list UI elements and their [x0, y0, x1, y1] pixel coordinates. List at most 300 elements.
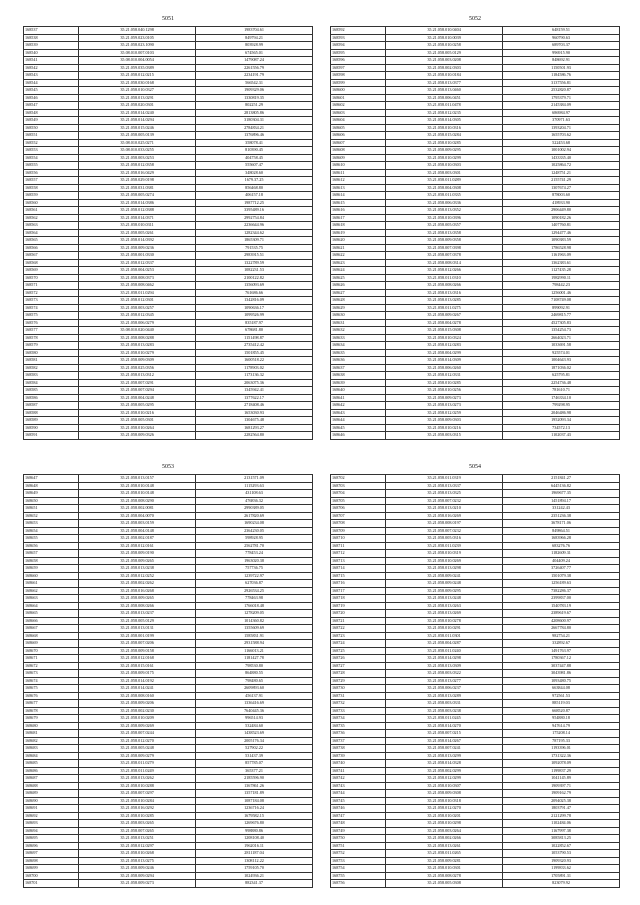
- row-id-cell: 168691: [24, 805, 79, 813]
- amount-cell: 2094025.38: [503, 797, 620, 805]
- parcel-code-cell: 35.21.058.006.0336: [386, 199, 503, 207]
- parcel-code-cell: 35.21.058.005.0261: [79, 229, 196, 237]
- parcel-code-cell: 35.21.058.005.0357: [386, 222, 503, 230]
- parcel-code-cell: 35.21.058.003.0315: [386, 432, 503, 440]
- table-row: [331, 677, 620, 685]
- table-row: [24, 124, 313, 132]
- row-id-cell: 168580: [24, 349, 79, 357]
- parcel-code-cell: 35.21.058.009.0294: [79, 872, 196, 880]
- table-row: [331, 535, 620, 543]
- row-id-cell: 168750: [331, 835, 386, 843]
- amount-cell: 2931588.94: [196, 640, 313, 648]
- row-id-cell: 168705: [331, 497, 386, 505]
- amount-cell: 1909397.71: [503, 782, 620, 790]
- parcel-code-cell: 35.21.058.007.0297: [79, 790, 196, 798]
- row-id-cell: 168609: [331, 154, 386, 162]
- parcel-code-cell: 35.21.058.009.0265: [79, 595, 196, 603]
- row-id-cell: 168651: [24, 505, 79, 513]
- row-id-cell: 168744: [331, 790, 386, 798]
- table-row: [331, 94, 620, 102]
- table-row: [24, 722, 313, 730]
- parcel-code-cell: 35.08.010.007.0103: [79, 49, 196, 57]
- table-row: [331, 57, 620, 65]
- parcel-code-cell: 35.21.058.006.0451: [386, 94, 503, 102]
- table-row: [24, 610, 313, 618]
- table-row: [331, 417, 620, 425]
- parcel-code-cell: 35.21.058.013.0285: [386, 297, 503, 305]
- table-row: [24, 835, 313, 843]
- row-id-cell: 168557: [24, 177, 79, 185]
- amount-cell: 1780367.12: [503, 655, 620, 663]
- row-id-cell: 168552: [24, 139, 79, 147]
- row-id-cell: 168700: [24, 872, 79, 880]
- parcel-code-cell: 35.21.058.009.0358: [386, 237, 503, 245]
- row-id-cell: 168616: [331, 207, 386, 215]
- amount-cell: 1161963.09: [503, 252, 620, 260]
- row-id-cell: 168753: [331, 857, 386, 865]
- amount-cell: 1092078.09: [503, 760, 620, 768]
- amount-cell: 2131571.09: [196, 475, 313, 483]
- table-row: [331, 655, 620, 663]
- parcel-code-cell: 35.21.058.005.0301: [79, 417, 196, 425]
- table-row: [331, 117, 620, 125]
- amount-cell: 947614.79: [503, 722, 620, 730]
- row-id-cell: 168748: [331, 820, 386, 828]
- table-row: [331, 730, 620, 738]
- amount-cell: 1256001.46: [503, 289, 620, 297]
- amount-cell: 1001002.94: [503, 147, 620, 155]
- row-id-cell: 168704: [331, 490, 386, 498]
- parcel-code-cell: 35.21.058.010.0396: [386, 214, 503, 222]
- row-id-cell: 168706: [331, 505, 386, 513]
- amount-cell: 823079.92: [503, 880, 620, 888]
- parcel-code-cell: 35.21.058.015.0308: [386, 327, 503, 335]
- parcel-code-cell: 35.21.058.003.0159: [79, 520, 196, 528]
- row-id-cell: 168683: [24, 745, 79, 753]
- table-row: [24, 102, 313, 110]
- table-row: [24, 820, 313, 828]
- amount-cell: 761686.66: [196, 289, 313, 297]
- amount-cell: 803928.99: [196, 42, 313, 50]
- table-row: [24, 827, 313, 835]
- table-row: [24, 715, 313, 723]
- amount-cell: 1115293.63: [196, 482, 313, 490]
- parcel-code-cell: 35.21.058.020.0301: [79, 102, 196, 110]
- table-row: [24, 177, 313, 185]
- parcel-code-cell: 35.21.058.029.0198: [79, 177, 196, 185]
- amount-cell: 431108.63: [196, 490, 313, 498]
- parcel-code-cell: 35.21.058.009.0269: [79, 722, 196, 730]
- amount-cell: 1357181.89: [196, 790, 313, 798]
- table-row: [331, 812, 620, 820]
- parcel-code-cell: 35.21.058.010.0256: [386, 387, 503, 395]
- parcel-code-cell: 35.21.058.011.0279: [79, 760, 196, 768]
- parcel-code-cell: 35.21.058.012.0358: [79, 162, 196, 170]
- amount-cell: 1256189.63: [503, 580, 620, 588]
- amount-cell: 1803791.47: [503, 805, 620, 813]
- parcel-code-cell: 35.21.058.005.0295: [79, 402, 196, 410]
- amount-cell: 332892.67: [503, 640, 620, 648]
- amount-cell: 1690234.08: [196, 520, 313, 528]
- row-id-cell: 168635: [331, 349, 386, 357]
- parcel-code-cell: 35.21.058.013.0460: [386, 87, 503, 95]
- parcel-code-cell: 35.21.058.010.0288: [79, 782, 196, 790]
- amount-cell: 2735412.42: [196, 342, 313, 350]
- row-id-cell: 168716: [331, 580, 386, 588]
- table-row: [24, 297, 313, 305]
- amount-cell: 2254736.48: [503, 379, 620, 387]
- amount-cell: 1377622.17: [196, 394, 313, 402]
- table-block-title: 5053: [162, 464, 174, 470]
- row-id-cell: 168607: [331, 139, 386, 147]
- table-row: [331, 482, 620, 490]
- row-id-cell: 168610: [331, 162, 386, 170]
- parcel-code-cell: 35.21.058.011.0335: [386, 192, 503, 200]
- amount-cell: 798530.80: [196, 662, 313, 670]
- parcel-code-cell: 35.21.058.005.0139: [79, 132, 196, 140]
- row-id-cell: 168658: [24, 557, 79, 565]
- table-row: [24, 394, 313, 402]
- row-id-cell: 168603: [331, 109, 386, 117]
- row-id-cell: 168657: [24, 550, 79, 558]
- amount-cell: 1438523.69: [196, 730, 313, 738]
- row-id-cell: 168571: [24, 282, 79, 290]
- amount-cell: 2100122.82: [196, 274, 313, 282]
- row-id-cell: 168638: [331, 372, 386, 380]
- table-row: [331, 267, 620, 275]
- amount-cell: 365377.21: [196, 767, 313, 775]
- amount-cell: 2234191.79: [196, 72, 313, 80]
- amount-cell: 2718408.46: [196, 402, 313, 410]
- row-id-cell: 168742: [331, 775, 386, 783]
- table-row: [24, 349, 313, 357]
- table-row: [24, 647, 313, 655]
- table-row: [331, 632, 620, 640]
- row-id-cell: 168718: [331, 595, 386, 603]
- amount-cell: 1679582.15: [196, 812, 313, 820]
- table-row: [331, 625, 620, 633]
- parcel-code-cell: 35.21.058.010.0298: [386, 820, 503, 828]
- amount-cell: 2063075.36: [196, 379, 313, 387]
- amount-cell: 175208.14: [503, 730, 620, 738]
- amount-cell: 1679.37.25: [196, 177, 313, 185]
- amount-cell: 1167997.38: [503, 827, 620, 835]
- row-id-cell: 168701: [24, 880, 79, 888]
- row-id-cell: 168653: [24, 520, 79, 528]
- parcel-code-cell: 35.21.058.010.0303: [386, 162, 503, 170]
- amount-cell: 1090383.59: [503, 237, 620, 245]
- row-id-cell: 168727: [331, 662, 386, 670]
- table-row: [331, 707, 620, 715]
- row-id-cell: 168622: [331, 252, 386, 260]
- parcel-code-cell: 35.08.010.033.0255: [79, 147, 196, 155]
- amount-cell: 2532820.87: [503, 87, 620, 95]
- amount-cell: 2399837.00: [503, 595, 620, 603]
- table-row: [331, 424, 620, 432]
- parcel-code-cell: 35.21.058.007.0265: [79, 827, 196, 835]
- parcel-code-cell: 35.21.058.004.0278: [386, 319, 503, 327]
- amount-cell: 798480.65: [196, 677, 313, 685]
- row-id-cell: 168656: [24, 542, 79, 550]
- amount-cell: 972561.53: [503, 692, 620, 700]
- parcel-code-cell: 35.21.058.004.0308: [386, 184, 503, 192]
- amount-cell: 2664023.71: [503, 334, 620, 342]
- amount-cell: 1865309.71: [196, 237, 313, 245]
- amount-cell: 7382286.37: [503, 587, 620, 595]
- amount-cell: 406157.18: [196, 192, 313, 200]
- amount-cell: 3037447.88: [503, 662, 620, 670]
- amount-cell: 2282564.80: [196, 432, 313, 440]
- amount-cell: 2926534.25: [196, 587, 313, 595]
- parcel-code-cell: 35.21.058.010.0311: [79, 222, 196, 230]
- amount-cell: 1909329.06: [196, 87, 313, 95]
- parcel-code-cell: 35.21.058.010.0264: [79, 424, 196, 432]
- row-id-cell: 168650: [24, 497, 79, 505]
- parcel-code-cell: 35.21.058.002.0266: [386, 835, 503, 843]
- parcel-code-cell: 35.21.058.013.0277: [386, 677, 503, 685]
- row-id-cell: 168734: [331, 715, 386, 723]
- row-id-cell: 168729: [331, 677, 386, 685]
- row-id-cell: 168679: [24, 715, 79, 723]
- table-row: [331, 192, 620, 200]
- table-row: [24, 557, 313, 565]
- amount-cell: 2469815.77: [503, 312, 620, 320]
- row-id-cell: 168639: [331, 379, 386, 387]
- parcel-code-cell: 35.21.058.008.0266: [79, 602, 196, 610]
- row-id-cell: 168712: [331, 550, 386, 558]
- table-row: [331, 72, 620, 80]
- table-row: [24, 520, 313, 528]
- amount-cell: 857785.07: [196, 760, 313, 768]
- table-row: [24, 655, 313, 663]
- amount-cell: 2906449.80: [503, 207, 620, 215]
- parcel-code-cell: 35.21.058.030.0168: [79, 79, 196, 87]
- parcel-code-cell: 35.21.058.009.0236: [79, 244, 196, 252]
- table-row: [24, 482, 313, 490]
- parcel-code-cell: 35.21.058.012.0299: [386, 775, 503, 783]
- amount-cell: 689703.37: [503, 42, 620, 50]
- amount-cell: 1407760.81: [503, 222, 620, 230]
- table-block-5053: [23, 464, 313, 889]
- parcel-code-cell: 35.21.058.007.0294: [79, 387, 196, 395]
- amount-cell: 1166013.21: [196, 647, 313, 655]
- row-id-cell: 168743: [331, 782, 386, 790]
- table-row: [331, 557, 620, 565]
- row-id-cell: 168546: [24, 94, 79, 102]
- amount-cell: 1178903.02: [196, 364, 313, 372]
- table-row: [24, 72, 313, 80]
- table-row: [331, 289, 620, 297]
- amount-cell: 358078.41: [196, 139, 313, 147]
- amount-cell: 954880.18: [503, 715, 620, 723]
- amount-cell: 7640445.36: [196, 707, 313, 715]
- row-id-cell: 168688: [24, 782, 79, 790]
- amount-cell: 2185596.90: [196, 775, 313, 783]
- parcel-code-cell: 35.21.058.013.0269: [386, 610, 503, 618]
- parcel-code-cell: 35.21.058.004.0148: [79, 527, 196, 535]
- row-id-cell: 168575: [24, 312, 79, 320]
- amount-cell: 1033691.58: [503, 342, 620, 350]
- row-id-cell: 168549: [24, 117, 79, 125]
- row-id-cell: 168735: [331, 722, 386, 730]
- amount-cell: 3678171.06: [503, 520, 620, 528]
- row-id-cell: 168584: [24, 379, 79, 387]
- table-row: [331, 715, 620, 723]
- amount-cell: 1330819.35: [196, 94, 313, 102]
- table-block-title: 5052: [469, 16, 481, 22]
- table-row: [331, 259, 620, 267]
- row-id-cell: 168623: [331, 259, 386, 267]
- amount-cell: 4208600.97: [503, 617, 620, 625]
- parcel-code-cell: 35.21.058.009.0295: [386, 587, 503, 595]
- table-row: [331, 775, 620, 783]
- table-row: [24, 692, 313, 700]
- parcel-code-cell: 35.21.058.012.0345: [79, 312, 196, 320]
- row-id-cell: 168659: [24, 565, 79, 573]
- row-id-cell: 168561: [24, 207, 79, 215]
- table-row: [24, 199, 313, 207]
- row-id-cell: 168689: [24, 790, 79, 798]
- table-row: [24, 327, 313, 335]
- table-row: [331, 42, 620, 50]
- data-table: [23, 26, 313, 440]
- amount-cell: 1766018.48: [196, 602, 313, 610]
- parcel-code-cell: 35.21.058.011.0275: [386, 304, 503, 312]
- parcel-code-cell: 35.21.058.009.0265: [79, 557, 196, 565]
- parcel-code-cell: 35.21.058.013.0358: [386, 229, 503, 237]
- table-row: [24, 760, 313, 768]
- parcel-code-cell: 35.21.058.002.0262: [79, 580, 196, 588]
- parcel-code-cell: 35.21.058.010.0279: [79, 349, 196, 357]
- row-id-cell: 168624: [331, 267, 386, 275]
- row-id-cell: 168606: [331, 132, 386, 140]
- row-id-cell: 168573: [24, 297, 79, 305]
- parcel-code-cell: 35.21.058.012.0388: [79, 207, 196, 215]
- row-id-cell: 168709: [331, 527, 386, 535]
- table-row: [24, 282, 313, 290]
- amount-cell: 404409.24: [503, 557, 620, 565]
- table-row: [24, 184, 313, 192]
- table-row: [331, 610, 620, 618]
- table-row: [331, 865, 620, 873]
- parcel-code-cell: 35.21.058.010.0278: [386, 617, 503, 625]
- table-block-5054: [330, 464, 620, 889]
- row-id-cell: 168565: [24, 237, 79, 245]
- amount-cell: 625795.81: [503, 372, 620, 380]
- parcel-code-cell: 35.21.058.014.0305: [386, 117, 503, 125]
- parcel-code-cell: 35.21.058.013.0251: [79, 835, 196, 843]
- row-id-cell: 168601: [331, 94, 386, 102]
- parcel-code-cell: 35.21.058.013.0316: [386, 289, 503, 297]
- row-id-cell: 168590: [24, 424, 79, 432]
- parcel-code-cell: 35.21.058.005.0316: [386, 535, 503, 543]
- amount-cell: 1093480.75: [503, 677, 620, 685]
- table-row: [24, 169, 313, 177]
- table-row: [331, 319, 620, 327]
- row-id-cell: 168578: [24, 334, 79, 342]
- row-id-cell: 168667: [24, 625, 79, 633]
- table-row: [24, 387, 313, 395]
- amount-cell: 1182609.31: [503, 550, 620, 558]
- parcel-code-cell: 35.21.058.011.0239: [386, 542, 503, 550]
- parcel-code-cell: 35.21.058.012.0168: [79, 655, 196, 663]
- parcel-code-cell: 35.21.058.016.0292: [79, 805, 196, 813]
- parcel-code-cell: 35.21.058.003.0253: [79, 154, 196, 162]
- parcel-code-cell: 35.21.058.008.0314: [386, 259, 503, 267]
- table-row: [331, 199, 620, 207]
- table-row: [331, 587, 620, 595]
- amount-cell: 778463.98: [196, 595, 313, 603]
- row-id-cell: 168630: [331, 312, 386, 320]
- amount-cell: 1041145.89: [503, 775, 620, 783]
- parcel-code-cell: 35.21.058.003.0322: [386, 670, 503, 678]
- table-row: [331, 229, 620, 237]
- table-row: [331, 805, 620, 813]
- amount-cell: 1278209.05: [196, 610, 313, 618]
- table-row: [24, 700, 313, 708]
- table-row: [331, 722, 620, 730]
- parcel-code-cell: 35.21.058.023.1090: [79, 42, 196, 50]
- parcel-code-cell: 35.21.058.007.0241: [386, 745, 503, 753]
- row-id-cell: 168554: [24, 154, 79, 162]
- table-row: [331, 827, 620, 835]
- parcel-code-cell: 35.21.058.008.0373: [79, 274, 196, 282]
- parcel-code-cell: 35.21.058.013.0337: [386, 482, 503, 490]
- parcel-code-cell: 35.21.059.023.0105: [79, 34, 196, 42]
- parcel-code-cell: 35.21.058.013.0283: [79, 342, 196, 350]
- row-id-cell: 168732: [331, 700, 386, 708]
- row-id-cell: 168685: [24, 760, 79, 768]
- row-id-cell: 168576: [24, 319, 79, 327]
- parcel-code-cell: 35.21.058.010.0285: [79, 812, 196, 820]
- row-id-cell: 168543: [24, 72, 79, 80]
- table-row: [24, 812, 313, 820]
- row-id-cell: 168587: [24, 402, 79, 410]
- row-id-cell: 168564: [24, 229, 79, 237]
- parcel-code-cell: 35.21.058.005.0274: [79, 192, 196, 200]
- amount-cell: 1269676.80: [196, 820, 313, 828]
- row-id-cell: 168566: [24, 244, 79, 252]
- amount-cell: 456137.91: [196, 692, 313, 700]
- row-id-cell: 168585: [24, 387, 79, 395]
- parcel-code-cell: 35.21.058.009.0309: [79, 357, 196, 365]
- table-row: [331, 64, 620, 72]
- amount-cell: 787195.33: [503, 737, 620, 745]
- table-row: [331, 782, 620, 790]
- parcel-code-cell: 35.21.058.010.0184: [386, 72, 503, 80]
- table-row: [331, 282, 620, 290]
- parcel-code-cell: 35.21.058.011.0265: [386, 850, 503, 858]
- table-row: [331, 334, 620, 342]
- table-row: [331, 372, 620, 380]
- parcel-code-cell: 35.21.058.010.0039: [386, 34, 503, 42]
- parcel-code-cell: 35.21.058.013.0298: [386, 565, 503, 573]
- amount-cell: 2351236.38: [503, 512, 620, 520]
- table-row: [24, 117, 313, 125]
- amount-cell: 2562781.70: [196, 542, 313, 550]
- amount-cell: 798442.23: [503, 282, 620, 290]
- amount-cell: 555607.47: [196, 162, 313, 170]
- parcel-code-cell: 35.21.058.009.0303: [386, 417, 503, 425]
- row-id-cell: 168642: [331, 402, 386, 410]
- amount-cell: 1181427.78: [196, 655, 313, 663]
- amount-cell: 2261556.79: [196, 64, 313, 72]
- table-row: [24, 745, 313, 753]
- parcel-code-cell: 35.21.058.003.0238: [386, 707, 503, 715]
- table-row: [24, 490, 313, 498]
- parcel-code-cell: 35.21.058.011.0289: [386, 177, 503, 185]
- parcel-code-cell: 35.21.058.007.0206: [79, 640, 196, 648]
